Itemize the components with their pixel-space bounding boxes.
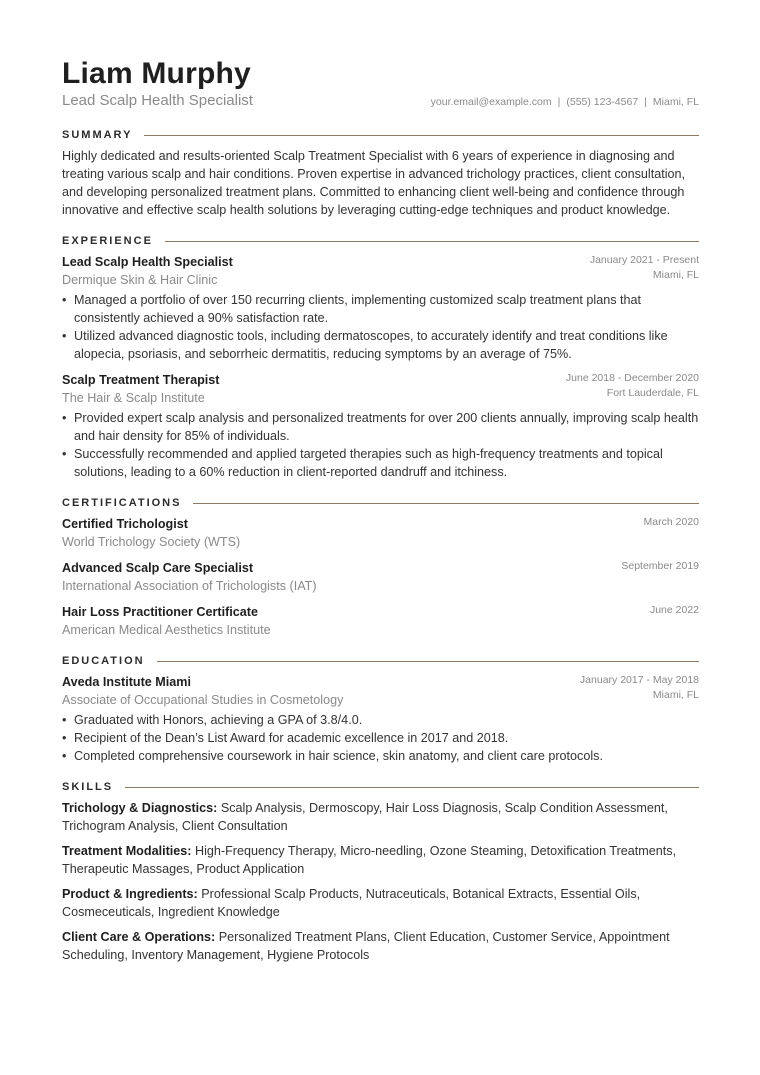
section-divider xyxy=(157,661,699,662)
certification-issuer: International Association of Trichologists (IAT) xyxy=(62,579,317,593)
entry-header xyxy=(62,603,699,639)
skill-category: Product & Ingredients: xyxy=(62,887,198,901)
section-divider xyxy=(193,503,699,504)
bullet-item: • Utilized advanced diagnostic tools, including dermatoscopes, to accurately identify and treat conditions like alopecia, psoriasis, and seborrheic dermatitis, reducing symptoms by an average of 75%. xyxy=(62,327,699,363)
candidate-name: Liam Murphy xyxy=(62,57,251,90)
section-heading-skills xyxy=(62,781,699,793)
skills-list xyxy=(62,799,699,964)
contact-separator: | xyxy=(644,96,647,108)
section-divider xyxy=(125,787,699,788)
contact-separator: | xyxy=(557,96,561,108)
entry-header xyxy=(62,371,699,407)
candidate-role: Lead Scalp Health Specialist xyxy=(62,92,253,109)
entry-meta xyxy=(566,371,699,401)
section-title: EDUCATION xyxy=(62,655,145,667)
skill-group xyxy=(62,842,699,878)
contact-info xyxy=(431,96,699,108)
skill-items: High-Frequency Therapy, Micro-needling, Ozone Steaming, Detoxification Treatments, Therapeutic Massages, Product Application xyxy=(62,844,677,876)
bullet-list xyxy=(62,711,699,765)
bullet-item: • Graduated with Honors, achieving a GPA of 3.8/4.0. xyxy=(62,711,699,729)
degree: Associate of Occupational Studies in Cosmetology xyxy=(62,693,344,707)
skill-category: Trichology & Diagnostics: xyxy=(62,801,218,815)
skill-category: Client Care & Operations: xyxy=(62,930,216,944)
job-title: Lead Scalp Health Specialist xyxy=(62,255,233,269)
contact-location: Miami, FL xyxy=(652,96,699,108)
entry-meta xyxy=(590,253,699,283)
bullet-item: • Successfully recommended and applied targeted therapies such as high-frequency treatments and topical solutions, leading to a 60% reduction in client-reported dandruff and itchiness. xyxy=(62,445,699,481)
entry-header xyxy=(62,673,699,709)
employer: Dermique Skin & Hair Clinic xyxy=(62,273,218,287)
job-location: Fort Lauderdale, FL xyxy=(606,387,699,399)
bullet-item: • Provided expert scalp analysis and personalized treatments for over 200 clients annually, improving scalp health and hair density for 85% of individuals. xyxy=(62,409,699,445)
certification-entry xyxy=(62,559,699,595)
skill-group xyxy=(62,885,699,921)
skill-group xyxy=(62,928,699,964)
bullet-item: • Completed comprehensive coursework in hair science, skin anatomy, and client care protocols. xyxy=(62,747,699,765)
section-title: SUMMARY xyxy=(62,129,133,141)
employer: The Hair & Scalp Institute xyxy=(62,391,205,405)
contact-email: your.email@example.com xyxy=(430,96,552,108)
experience-entry xyxy=(62,371,699,481)
education-entry xyxy=(62,673,699,765)
job-dates: January 2021 - Present xyxy=(589,254,699,266)
section-title: EXPERIENCE xyxy=(62,235,153,247)
certification-issuer: World Trichology Society (WTS) xyxy=(62,535,241,549)
bullet-item: • Recipient of the Dean’s List Award for academic excellence in 2017 and 2018. xyxy=(62,729,699,747)
education-dates: January 2017 - May 2018 xyxy=(579,674,699,686)
header-row xyxy=(62,92,699,109)
section-heading-experience xyxy=(62,235,699,247)
certification-name: Hair Loss Practitioner Certificate xyxy=(62,605,258,619)
section-heading-summary xyxy=(62,129,699,141)
contact-phone: (555) 123-4567 xyxy=(566,96,639,108)
skill-items: Professional Scalp Products, Nutraceuticals, Botanical Extracts, Essential Oils, Cosmeceuticals, Ingredient Knowledge xyxy=(62,887,641,919)
certification-date: March 2020 xyxy=(643,516,699,528)
section-title: CERTIFICATIONS xyxy=(62,497,182,509)
certification-name: Certified Trichologist xyxy=(62,517,188,531)
skill-category: Treatment Modalities: xyxy=(62,844,192,858)
section-divider xyxy=(144,135,699,136)
entry-meta xyxy=(580,673,699,703)
section-title: SKILLS xyxy=(62,781,114,793)
certification-date: June 2022 xyxy=(649,604,699,616)
certification-name: Advanced Scalp Care Specialist xyxy=(62,561,254,575)
bullet-item: • Managed a portfolio of over 150 recurring clients, implementing customized scalp treatment plans that consistently achieved a 90% satisfaction rate. xyxy=(62,291,699,327)
section-heading-certifications xyxy=(62,497,699,509)
bullet-list xyxy=(62,409,699,481)
skill-items: Personalized Treatment Plans, Client Education, Customer Service, Appointment Scheduling, Inventory Management, Hygiene Protocols xyxy=(62,930,670,962)
entry-header xyxy=(62,515,699,551)
certification-date: September 2019 xyxy=(621,560,699,572)
section-divider xyxy=(165,241,699,242)
certification-issuer: American Medical Aesthetics Institute xyxy=(62,623,271,637)
entry-header xyxy=(62,559,699,595)
section-heading-education xyxy=(62,655,699,667)
skill-group xyxy=(62,799,699,835)
school-name: Aveda Institute Miami xyxy=(62,675,191,689)
skill-items: Scalp Analysis, Dermoscopy, Hair Loss Diagnosis, Scalp Condition Assessment, Trichogram Analysis, Client Consultation xyxy=(62,801,668,833)
certification-entry xyxy=(62,515,699,551)
certification-entry xyxy=(62,603,699,639)
summary-text: Highly dedicated and results-oriented Scalp Treatment Specialist with 6 years of experience in diagnosing and treating various scalp and hair conditions. Proven expertise in advanced trichology practices, client consultation, and developing personalized treatment plans. Committed to enhancing client well-being and confidence through innovative and effective scalp health solutions by leveraging cutting-edge techniques and product knowledge. xyxy=(62,149,686,217)
education-location: Miami, FL xyxy=(652,689,699,701)
job-location: Miami, FL xyxy=(652,269,699,281)
bullet-list xyxy=(62,291,699,363)
job-title: Scalp Treatment Therapist xyxy=(62,373,220,387)
experience-entry xyxy=(62,253,699,363)
entry-header xyxy=(62,253,699,289)
job-dates: June 2018 - December 2020 xyxy=(565,372,699,384)
